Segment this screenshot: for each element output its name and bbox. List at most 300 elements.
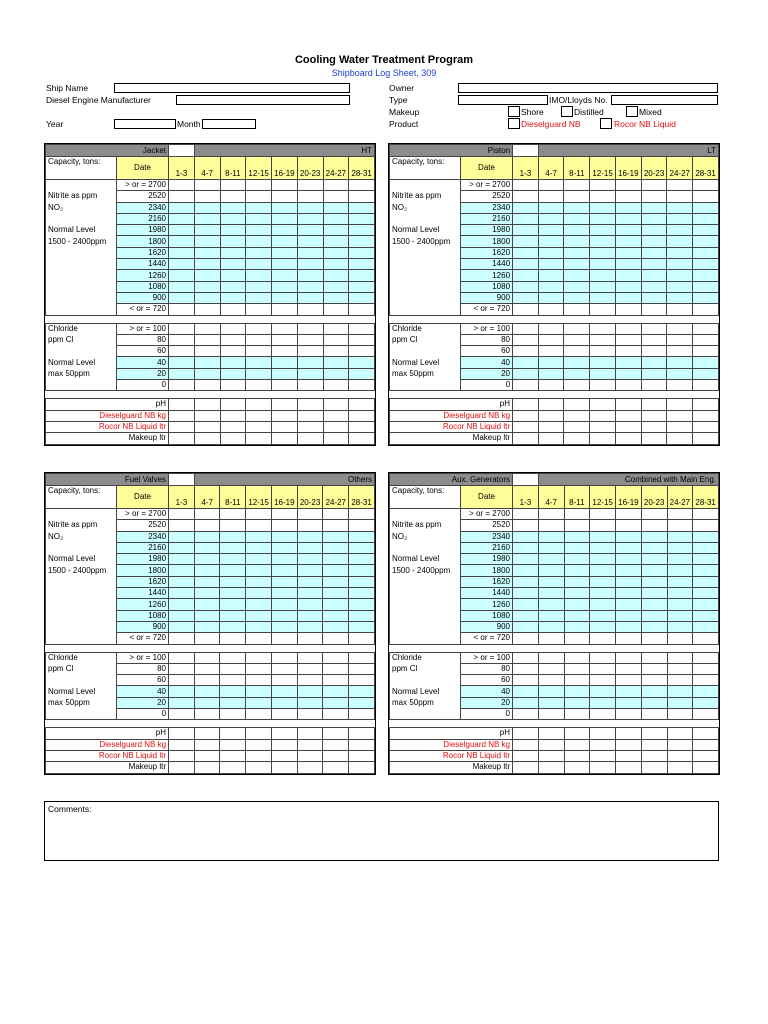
entry-cell[interactable] (349, 421, 375, 432)
entry-cell[interactable] (564, 697, 590, 708)
entry-cell[interactable] (590, 236, 616, 247)
entry-cell[interactable] (641, 202, 667, 213)
entry-cell[interactable] (513, 259, 539, 270)
entry-cell[interactable] (297, 180, 323, 191)
entry-cell[interactable] (513, 433, 539, 444)
entry-cell[interactable] (271, 542, 297, 553)
entry-cell[interactable] (667, 509, 693, 520)
entry-cell[interactable] (641, 531, 667, 542)
entry-cell[interactable] (169, 225, 195, 236)
entry-cell[interactable] (538, 247, 564, 258)
entry-cell[interactable] (667, 663, 693, 674)
entry-cell[interactable] (169, 433, 195, 444)
entry-cell[interactable] (564, 236, 590, 247)
entry-cell[interactable] (590, 357, 616, 368)
entry-cell[interactable] (271, 520, 297, 531)
entry-cell[interactable] (297, 675, 323, 686)
entry-cell[interactable] (538, 323, 564, 334)
entry-cell[interactable] (564, 323, 590, 334)
entry-cell[interactable] (615, 213, 641, 224)
entry-cell[interactable] (323, 697, 349, 708)
entry-cell[interactable] (169, 621, 195, 632)
entry-cell[interactable] (272, 368, 298, 379)
entry-cell[interactable] (615, 202, 641, 213)
entry-cell[interactable] (169, 610, 195, 621)
entry-cell[interactable] (667, 576, 693, 587)
entry-cell[interactable] (693, 334, 719, 345)
entry-cell[interactable] (641, 762, 667, 773)
entry-cell[interactable] (641, 588, 667, 599)
entry-cell[interactable] (513, 697, 539, 708)
entry-cell[interactable] (169, 304, 195, 315)
entry-cell[interactable] (271, 621, 297, 632)
entry-cell[interactable] (693, 542, 719, 553)
entry-cell[interactable] (194, 542, 220, 553)
entry-cell[interactable] (271, 652, 297, 663)
entry-cell[interactable] (194, 323, 220, 334)
entry-cell[interactable] (693, 739, 719, 750)
entry-cell[interactable] (564, 270, 590, 281)
entry-cell[interactable] (272, 334, 298, 345)
entry-cell[interactable] (297, 334, 323, 345)
entry-cell[interactable] (667, 281, 693, 292)
entry-cell[interactable] (641, 281, 667, 292)
entry-cell[interactable] (169, 599, 195, 610)
entry-cell[interactable] (169, 520, 195, 531)
entry-cell[interactable] (513, 225, 539, 236)
entry-cell[interactable] (616, 663, 642, 674)
entry-cell[interactable] (194, 621, 220, 632)
entry-cell[interactable] (246, 599, 272, 610)
entry-cell[interactable] (349, 213, 375, 224)
entry-cell[interactable] (323, 610, 349, 621)
entry-cell[interactable] (693, 202, 719, 213)
entry-cell[interactable] (194, 259, 220, 270)
entry-cell[interactable] (615, 304, 641, 315)
entry-cell[interactable] (615, 399, 641, 410)
entry-cell[interactable] (616, 554, 642, 565)
entry-cell[interactable] (513, 686, 539, 697)
entry-cell[interactable] (323, 565, 349, 576)
entry-cell[interactable] (220, 202, 246, 213)
entry-cell[interactable] (538, 709, 564, 720)
entry-cell[interactable] (538, 565, 564, 576)
entry-cell[interactable] (693, 368, 719, 379)
entry-cell[interactable] (297, 259, 323, 270)
entry-cell[interactable] (693, 663, 719, 674)
entry-cell[interactable] (513, 292, 539, 303)
entry-cell[interactable] (564, 399, 590, 410)
entry-cell[interactable] (538, 270, 564, 281)
entry-cell[interactable] (538, 433, 564, 444)
entry-cell[interactable] (693, 633, 719, 644)
entry-cell[interactable] (538, 675, 564, 686)
entry-cell[interactable] (349, 270, 375, 281)
entry-cell[interactable] (272, 213, 298, 224)
entry-cell[interactable] (349, 334, 375, 345)
entry-cell[interactable] (615, 433, 641, 444)
entry-cell[interactable] (169, 675, 195, 686)
entry-cell[interactable] (349, 357, 375, 368)
entry-cell[interactable] (220, 191, 246, 202)
entry-cell[interactable] (323, 709, 349, 720)
entry-cell[interactable] (323, 202, 349, 213)
entry-cell[interactable] (538, 588, 564, 599)
entry-cell[interactable] (513, 236, 539, 247)
entry-cell[interactable] (169, 180, 195, 191)
entry-cell[interactable] (271, 739, 297, 750)
entry-cell[interactable] (272, 180, 298, 191)
entry-cell[interactable] (564, 213, 590, 224)
entry-cell[interactable] (590, 433, 616, 444)
shore-checkbox[interactable] (508, 106, 520, 117)
entry-cell[interactable] (693, 213, 719, 224)
entry-cell[interactable] (693, 380, 719, 391)
entry-cell[interactable] (297, 709, 323, 720)
entry-cell[interactable] (220, 750, 246, 761)
entry-cell[interactable] (513, 652, 539, 663)
entry-cell[interactable] (194, 191, 220, 202)
entry-cell[interactable] (271, 576, 297, 587)
entry-cell[interactable] (194, 346, 220, 357)
entry-cell[interactable] (615, 191, 641, 202)
entry-cell[interactable] (220, 368, 246, 379)
entry-cell[interactable] (297, 399, 323, 410)
entry-cell[interactable] (590, 292, 616, 303)
entry-cell[interactable] (538, 554, 564, 565)
panel-flag-box[interactable] (513, 145, 539, 157)
entry-cell[interactable] (297, 191, 323, 202)
entry-cell[interactable] (220, 663, 246, 674)
entry-cell[interactable] (297, 663, 323, 674)
entry-cell[interactable] (564, 292, 590, 303)
entry-cell[interactable] (513, 675, 539, 686)
entry-cell[interactable] (641, 292, 667, 303)
entry-cell[interactable] (220, 247, 246, 258)
entry-cell[interactable] (297, 236, 323, 247)
entry-cell[interactable] (194, 292, 220, 303)
entry-cell[interactable] (667, 686, 693, 697)
entry-cell[interactable] (169, 213, 195, 224)
entry-cell[interactable] (323, 762, 349, 773)
entry-cell[interactable] (693, 686, 719, 697)
entry-cell[interactable] (194, 270, 220, 281)
entry-cell[interactable] (513, 191, 539, 202)
entry-cell[interactable] (538, 697, 564, 708)
entry-cell[interactable] (538, 509, 564, 520)
entry-cell[interactable] (297, 368, 323, 379)
year-field[interactable] (114, 119, 176, 129)
entry-cell[interactable] (194, 633, 220, 644)
imo-field[interactable] (611, 95, 718, 105)
entry-cell[interactable] (667, 202, 693, 213)
entry-cell[interactable] (667, 610, 693, 621)
entry-cell[interactable] (693, 292, 719, 303)
entry-cell[interactable] (590, 281, 616, 292)
entry-cell[interactable] (323, 633, 349, 644)
entry-cell[interactable] (590, 509, 616, 520)
entry-cell[interactable] (349, 225, 375, 236)
entry-cell[interactable] (297, 357, 323, 368)
entry-cell[interactable] (349, 531, 375, 542)
entry-cell[interactable] (667, 652, 693, 663)
entry-cell[interactable] (194, 247, 220, 258)
entry-cell[interactable] (667, 323, 693, 334)
entry-cell[interactable] (323, 334, 349, 345)
entry-cell[interactable] (271, 728, 297, 739)
entry-cell[interactable] (513, 576, 539, 587)
entry-cell[interactable] (194, 421, 220, 432)
entry-cell[interactable] (693, 247, 719, 258)
entry-cell[interactable] (323, 247, 349, 258)
entry-cell[interactable] (641, 709, 667, 720)
entry-cell[interactable] (590, 709, 616, 720)
entry-cell[interactable] (246, 663, 272, 674)
entry-cell[interactable] (616, 675, 642, 686)
entry-cell[interactable] (538, 520, 564, 531)
entry-cell[interactable] (246, 399, 272, 410)
entry-cell[interactable] (693, 697, 719, 708)
entry-cell[interactable] (564, 554, 590, 565)
entry-cell[interactable] (323, 180, 349, 191)
entry-cell[interactable] (538, 357, 564, 368)
entry-cell[interactable] (246, 410, 272, 421)
entry-cell[interactable] (590, 334, 616, 345)
entry-cell[interactable] (693, 728, 719, 739)
entry-cell[interactable] (590, 531, 616, 542)
entry-cell[interactable] (667, 399, 693, 410)
entry-cell[interactable] (323, 259, 349, 270)
entry-cell[interactable] (194, 686, 220, 697)
entry-cell[interactable] (667, 270, 693, 281)
entry-cell[interactable] (194, 554, 220, 565)
entry-cell[interactable] (194, 304, 220, 315)
entry-cell[interactable] (271, 686, 297, 697)
entry-cell[interactable] (538, 410, 564, 421)
entry-cell[interactable] (246, 709, 272, 720)
entry-cell[interactable] (169, 270, 195, 281)
entry-cell[interactable] (297, 520, 323, 531)
entry-cell[interactable] (349, 323, 375, 334)
entry-cell[interactable] (693, 433, 719, 444)
entry-cell[interactable] (349, 191, 375, 202)
entry-cell[interactable] (590, 588, 616, 599)
entry-cell[interactable] (513, 739, 539, 750)
entry-cell[interactable] (615, 323, 641, 334)
entry-cell[interactable] (323, 663, 349, 674)
entry-cell[interactable] (297, 554, 323, 565)
entry-cell[interactable] (693, 675, 719, 686)
entry-cell[interactable] (564, 675, 590, 686)
entry-cell[interactable] (169, 762, 195, 773)
entry-cell[interactable] (323, 191, 349, 202)
entry-cell[interactable] (194, 750, 220, 761)
entry-cell[interactable] (513, 368, 539, 379)
entry-cell[interactable] (349, 633, 375, 644)
entry-cell[interactable] (194, 433, 220, 444)
entry-cell[interactable] (169, 509, 195, 520)
entry-cell[interactable] (297, 270, 323, 281)
entry-cell[interactable] (297, 346, 323, 357)
entry-cell[interactable] (693, 750, 719, 761)
entry-cell[interactable] (513, 270, 539, 281)
entry-cell[interactable] (564, 663, 590, 674)
entry-cell[interactable] (667, 565, 693, 576)
entry-cell[interactable] (220, 357, 246, 368)
entry-cell[interactable] (667, 739, 693, 750)
entry-cell[interactable] (667, 421, 693, 432)
entry-cell[interactable] (323, 728, 349, 739)
entry-cell[interactable] (513, 588, 539, 599)
mixed-checkbox[interactable] (626, 106, 638, 117)
entry-cell[interactable] (297, 421, 323, 432)
entry-cell[interactable] (194, 709, 220, 720)
entry-cell[interactable] (272, 357, 298, 368)
entry-cell[interactable] (220, 709, 246, 720)
owner-field[interactable] (458, 83, 718, 93)
entry-cell[interactable] (693, 346, 719, 357)
entry-cell[interactable] (667, 304, 693, 315)
entry-cell[interactable] (194, 509, 220, 520)
entry-cell[interactable] (194, 531, 220, 542)
entry-cell[interactable] (615, 334, 641, 345)
entry-cell[interactable] (323, 675, 349, 686)
entry-cell[interactable] (297, 576, 323, 587)
entry-cell[interactable] (220, 270, 246, 281)
entry-cell[interactable] (272, 247, 298, 258)
entry-cell[interactable] (349, 542, 375, 553)
entry-cell[interactable] (564, 542, 590, 553)
entry-cell[interactable] (590, 728, 616, 739)
entry-cell[interactable] (323, 292, 349, 303)
entry-cell[interactable] (590, 520, 616, 531)
entry-cell[interactable] (323, 225, 349, 236)
entry-cell[interactable] (564, 346, 590, 357)
entry-cell[interactable] (693, 762, 719, 773)
entry-cell[interactable] (297, 202, 323, 213)
entry-cell[interactable] (194, 675, 220, 686)
entry-cell[interactable] (349, 236, 375, 247)
entry-cell[interactable] (590, 270, 616, 281)
entry-cell[interactable] (297, 697, 323, 708)
entry-cell[interactable] (194, 520, 220, 531)
entry-cell[interactable] (220, 686, 246, 697)
entry-cell[interactable] (590, 542, 616, 553)
entry-cell[interactable] (220, 259, 246, 270)
entry-cell[interactable] (220, 213, 246, 224)
entry-cell[interactable] (297, 433, 323, 444)
entry-cell[interactable] (590, 399, 616, 410)
entry-cell[interactable] (246, 554, 272, 565)
entry-cell[interactable] (220, 225, 246, 236)
entry-cell[interactable] (220, 565, 246, 576)
entry-cell[interactable] (538, 531, 564, 542)
entry-cell[interactable] (349, 304, 375, 315)
entry-cell[interactable] (667, 410, 693, 421)
entry-cell[interactable] (641, 675, 667, 686)
entry-cell[interactable] (169, 281, 195, 292)
entry-cell[interactable] (564, 728, 590, 739)
entry-cell[interactable] (297, 247, 323, 258)
entry-cell[interactable] (194, 225, 220, 236)
entry-cell[interactable] (323, 652, 349, 663)
entry-cell[interactable] (194, 180, 220, 191)
entry-cell[interactable] (513, 281, 539, 292)
entry-cell[interactable] (194, 663, 220, 674)
entry-cell[interactable] (297, 292, 323, 303)
entry-cell[interactable] (693, 225, 719, 236)
entry-cell[interactable] (246, 610, 272, 621)
entry-cell[interactable] (538, 334, 564, 345)
entry-cell[interactable] (297, 588, 323, 599)
entry-cell[interactable] (693, 709, 719, 720)
entry-cell[interactable] (323, 599, 349, 610)
entry-cell[interactable] (246, 334, 272, 345)
entry-cell[interactable] (538, 686, 564, 697)
entry-cell[interactable] (667, 554, 693, 565)
entry-cell[interactable] (538, 236, 564, 247)
entry-cell[interactable] (246, 433, 272, 444)
entry-cell[interactable] (641, 520, 667, 531)
manufacturer-field[interactable] (176, 95, 350, 105)
entry-cell[interactable] (246, 576, 272, 587)
entry-cell[interactable] (667, 728, 693, 739)
entry-cell[interactable] (667, 259, 693, 270)
entry-cell[interactable] (616, 565, 642, 576)
entry-cell[interactable] (538, 304, 564, 315)
entry-cell[interactable] (246, 531, 272, 542)
entry-cell[interactable] (297, 213, 323, 224)
entry-cell[interactable] (297, 323, 323, 334)
entry-cell[interactable] (641, 554, 667, 565)
entry-cell[interactable] (615, 292, 641, 303)
entry-cell[interactable] (272, 380, 298, 391)
entry-cell[interactable] (349, 292, 375, 303)
entry-cell[interactable] (616, 697, 642, 708)
entry-cell[interactable] (693, 410, 719, 421)
entry-cell[interactable] (590, 663, 616, 674)
entry-cell[interactable] (564, 762, 590, 773)
entry-cell[interactable] (667, 709, 693, 720)
entry-cell[interactable] (271, 709, 297, 720)
entry-cell[interactable] (194, 334, 220, 345)
entry-cell[interactable] (323, 380, 349, 391)
entry-cell[interactable] (272, 191, 298, 202)
entry-cell[interactable] (246, 750, 272, 761)
entry-cell[interactable] (169, 750, 195, 761)
panel-flag-box[interactable] (169, 474, 195, 486)
entry-cell[interactable] (667, 520, 693, 531)
entry-cell[interactable] (590, 304, 616, 315)
entry-cell[interactable] (272, 259, 298, 270)
entry-cell[interactable] (564, 202, 590, 213)
entry-cell[interactable] (513, 247, 539, 258)
entry-cell[interactable] (272, 202, 298, 213)
entry-cell[interactable] (246, 762, 272, 773)
entry-cell[interactable] (693, 421, 719, 432)
entry-cell[interactable] (349, 368, 375, 379)
type-field[interactable] (458, 95, 548, 105)
entry-cell[interactable] (246, 357, 272, 368)
entry-cell[interactable] (538, 259, 564, 270)
entry-cell[interactable] (246, 509, 272, 520)
entry-cell[interactable] (616, 762, 642, 773)
entry-cell[interactable] (297, 380, 323, 391)
entry-cell[interactable] (590, 675, 616, 686)
entry-cell[interactable] (616, 520, 642, 531)
entry-cell[interactable] (667, 433, 693, 444)
entry-cell[interactable] (220, 588, 246, 599)
